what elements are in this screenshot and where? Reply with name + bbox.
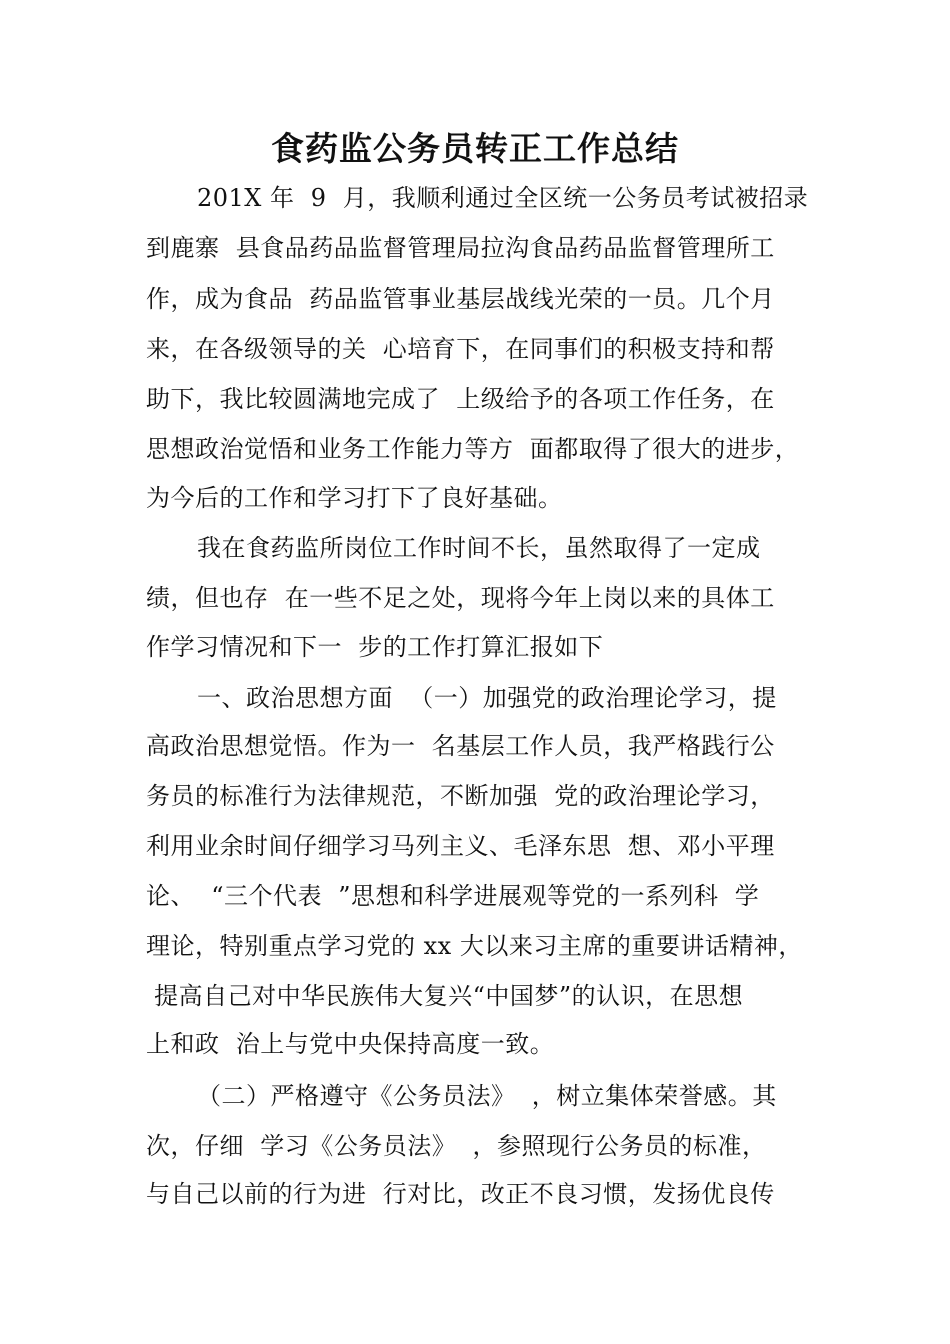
paragraph-line: 利用业余时间仔细学习马列主义、毛泽东思 想、邓小平理 (146, 832, 775, 860)
paragraph-line: 为今后的工作和学习打下了良好基础。 (146, 484, 563, 512)
paragraph-line: 我在食药监所岗位工作时间不长，虽然取得了一定成 (197, 534, 761, 562)
paragraph-line: 高政治思想觉悟。作为一 名基层工作人员，我严格践行公 (146, 732, 775, 760)
paragraph-line: 来，在各级领导的关 心培育下，在同事们的积极支持和帮 (146, 335, 775, 363)
paragraph-line: 提高自己对中华民族伟大复兴“中国梦”的认识，在思想 (146, 982, 744, 1010)
paragraph-line: 次，仔细 学习《公务员法》 ，参照现行公务员的标准， (146, 1132, 767, 1160)
paragraph-line: 到鹿寨 县食品药品监督管理局拉沟食品药品监督管理所工 (146, 234, 775, 262)
paragraph-line: 绩，但也存 在一些不足之处，现将今年上岗以来的具体工 (146, 584, 775, 612)
paragraph-line: 一、政治思想方面 （一）加强党的政治理论学习，提 (197, 684, 777, 712)
paragraph-line: 思想政治觉悟和业务工作能力等方 面都取得了很大的进步， (146, 435, 800, 463)
paragraph-line: 论、 “三个代表 ”思想和科学进展观等党的一系列科 学 (146, 882, 760, 910)
paragraph-line: 助下，我比较圆满地完成了 上级给予的各项工作任务，在 (146, 385, 775, 413)
paragraph-line: 理论，特别重点学习党的 xx 大以来习主席的重要讲话精神， (146, 932, 803, 960)
document-title: 食药监公务员转正工作总结 (271, 129, 679, 168)
paragraph-line: （二）严格遵守《公务员法》 ，树立集体荣誉感。其 (197, 1082, 777, 1110)
paragraph-line: 务员的标准行为法律规范，不断加强 党的政治理论学习， (146, 782, 775, 810)
paragraph-line: 作，成为食品 药品监管事业基层战线光荣的一员。几个月 (146, 285, 775, 313)
paragraph-line: 作学习情况和下一 步的工作打算汇报如下 (146, 633, 604, 661)
paragraph-line: 201X 年 9 月，我顺利通过全区统一公务员考试被招录 (197, 184, 809, 212)
paragraph-line: 与自己以前的行为进 行对比，改正不良习惯，发扬优良传 (146, 1180, 775, 1208)
paragraph-line: 上和政 治上与党中央保持高度一致。 (146, 1030, 555, 1058)
